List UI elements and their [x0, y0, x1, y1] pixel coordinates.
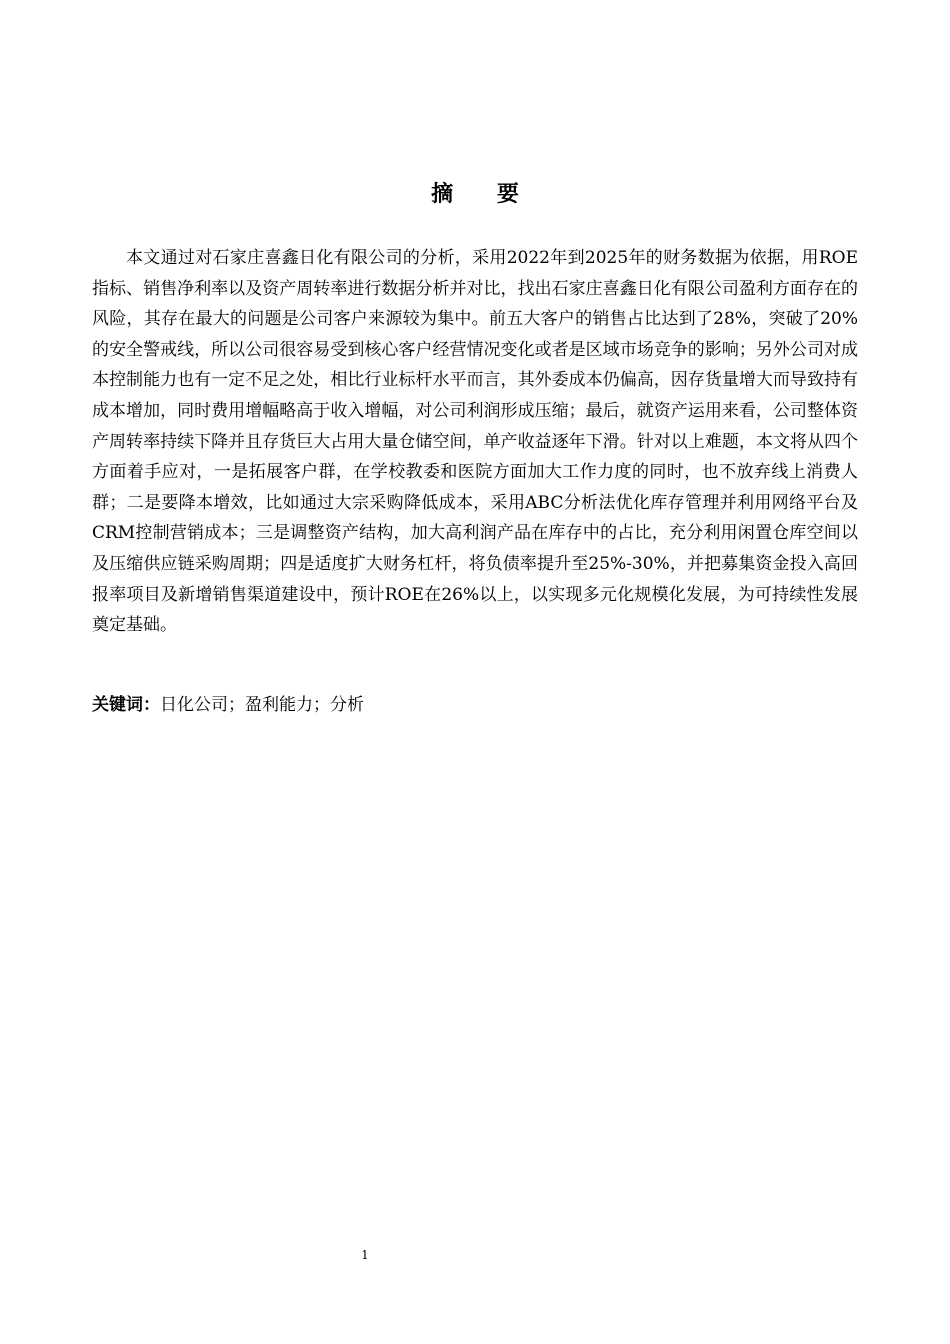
keywords-text: 日化公司；盈利能力；分析 [160, 695, 364, 715]
keywords-line [92, 690, 858, 720]
abstract-title: 摘 要 [431, 182, 537, 207]
page-number: 1 [361, 1248, 369, 1262]
keywords-label: 关键词： [92, 695, 160, 715]
abstract-body: 本文通过对石家庄喜鑫日化有限公司的分析，采用2022年到2025年的财务数据为依据，用ROE指标、销售净利率以及资产周转率进行数据分析并对比，找出石家庄喜鑫日化有限公司盈利方面存在的风险，其存在最大的问题是公司客户来源较为集中。前五大客户的销售占比达到了28%，突破了20%的安全警戒线，所以公司很容易受到核心客户经营情况变化或者是区域市场竞争的影响；另外公司对成本控制能力也有一定不足之处，相比行业标杆水平而言，其外委成本仍偏高，因存货量增大而导致持有成本增加，同时费用增幅略高于收入增幅，对公司利润形成压缩；最后，就资产运用来看，公司整体资产周转率持续下降并且存货巨大占用大量仓储空间，单产收益逐年下滑。针对以上难题，本文将从四个方面着手应对，一是拓展客户群，在学校教委和医院方面加大工作力度的同时，也不放弃线上消费人群；二是要降本增效，比如通过大宗采购降低成本，采用ABC分析法优化库存管理并利用网络平台及CRM控制营销成本；三是调整资产结构，加大高利润产品在库存中的占比，充分利用闲置仓库空间以及压缩供应链采购周期；四是适度扩大财务杠杆，将负债率提升至25%-30%，并把募集资金投入高回报率项目及新增销售渠道建设中，预计ROE在26%以上，以实现多元化规模化发展，为可持续性发展奠定基础。 [92, 248, 858, 636]
